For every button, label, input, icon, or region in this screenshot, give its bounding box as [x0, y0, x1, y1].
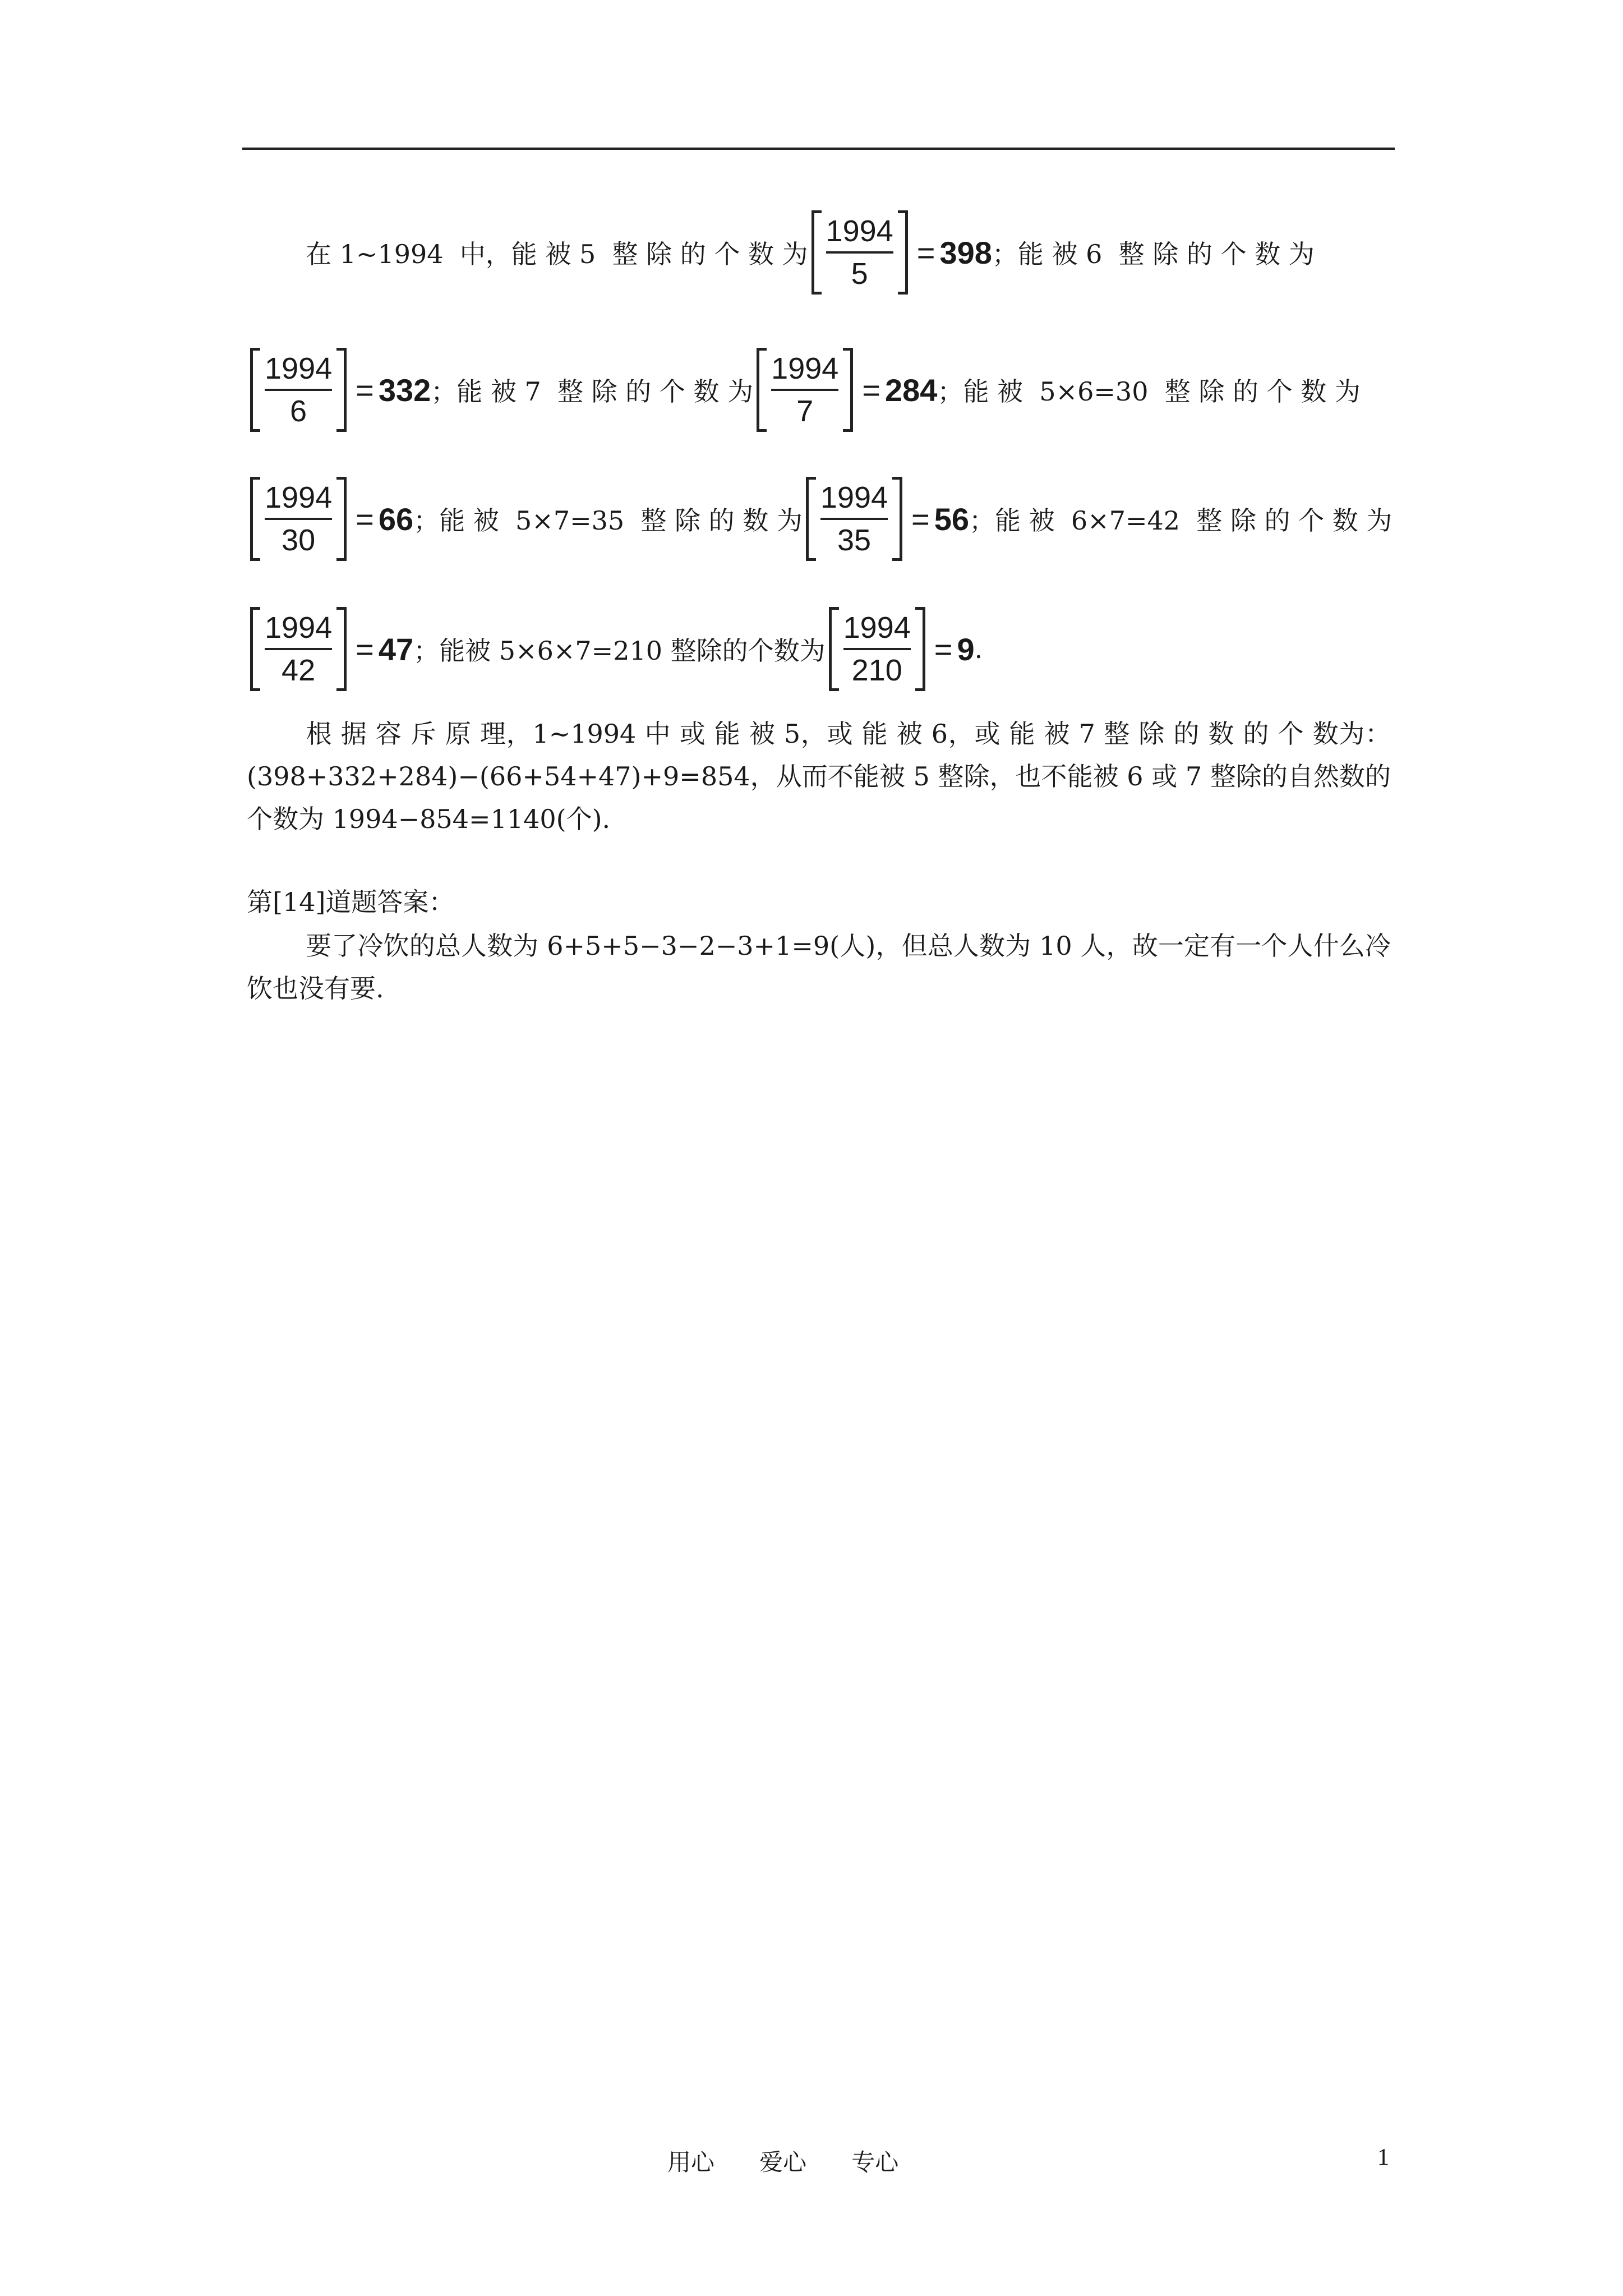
header-rule — [242, 148, 1395, 150]
fraction-bar — [265, 518, 332, 520]
result: 66 — [378, 501, 414, 537]
equation-line-1 — [247, 210, 1391, 295]
numerator: 1994 — [265, 611, 333, 645]
fraction — [816, 477, 892, 561]
numerator: 1994 — [265, 481, 333, 514]
equals-sign: = — [356, 501, 374, 537]
right-bracket — [892, 477, 902, 561]
numerator: 1994 — [771, 352, 839, 385]
denominator: 7 — [796, 394, 814, 428]
numerator: 1994 — [820, 481, 888, 514]
fraction-bar — [265, 389, 332, 391]
fraction — [839, 607, 915, 691]
page-number: 1 — [1377, 2145, 1389, 2170]
question-14-answer — [247, 924, 1391, 1010]
page-footer — [0, 2144, 1623, 2178]
fraction — [260, 477, 336, 561]
line4-text-1: ；能被 5×6×7=210 整除的个数为 — [413, 636, 826, 666]
left-bracket — [250, 348, 260, 432]
equals-sign: = — [934, 631, 953, 667]
fraction — [260, 607, 336, 691]
equation-line-2 — [247, 348, 1391, 432]
fraction-bar — [265, 648, 332, 650]
denominator: 5 — [851, 257, 868, 291]
right-bracket — [898, 210, 908, 295]
floor-fraction-1994-5 — [811, 210, 908, 295]
denominator: 6 — [290, 394, 307, 428]
equation-line-3 — [247, 477, 1391, 561]
right-bracket — [915, 607, 925, 691]
floor-fraction-1994-210 — [829, 607, 925, 691]
fraction-bar — [826, 251, 893, 254]
line2-text-1: ；能 被 7 整 除 的 个 数 为 — [431, 376, 754, 407]
line1-text-2: ；能 被 6 整 除 的 个 数 为 — [992, 239, 1315, 269]
line4-text-2: . — [974, 634, 983, 664]
line3-text-1: ；能 被 5×7=35 整 除 的 数 为 — [413, 505, 803, 536]
denominator: 30 — [282, 523, 316, 557]
floor-fraction-1994-7 — [757, 348, 853, 432]
denominator: 210 — [851, 654, 902, 687]
equals-sign: = — [356, 631, 374, 667]
line3-text-2: ；能 被 6×7=42 整 除 的 个 数 为 — [969, 505, 1393, 536]
numerator: 1994 — [843, 611, 911, 645]
left-bracket — [250, 607, 260, 691]
fraction — [767, 348, 843, 432]
floor-fraction-1994-42 — [250, 607, 347, 691]
denominator: 35 — [837, 523, 872, 557]
fraction — [260, 348, 336, 432]
equals-sign: = — [862, 372, 880, 408]
floor-fraction-1994-30 — [250, 477, 347, 561]
conclusion-paragraph — [247, 712, 1391, 840]
question-14-answer-text: 要了冷饮的总人数为 6+5+5−3−2−3+1=9(人)，但总人数为 10 人，故一定有一个人什么冷饮也没有要. — [247, 931, 1391, 1004]
result: 9 — [957, 631, 975, 667]
right-bracket — [843, 348, 853, 432]
result: 56 — [934, 501, 970, 537]
fraction — [822, 210, 898, 295]
result: 47 — [378, 631, 414, 667]
right-bracket — [336, 607, 347, 691]
left-bracket — [806, 477, 816, 561]
numerator: 1994 — [265, 352, 333, 385]
line1-text-1: 在 1~1994 中，能 被 5 整 除 的 个 数 为 — [306, 239, 808, 269]
line2-text-2: ；能 被 5×6=30 整 除 的 个 数 为 — [937, 376, 1361, 407]
result: 398 — [939, 234, 992, 270]
result: 332 — [378, 372, 431, 408]
footer-motto: 用心 爱心 专心 — [667, 2148, 899, 2176]
equals-sign: = — [356, 372, 374, 408]
equals-sign: = — [911, 501, 930, 537]
question-14-title — [247, 881, 1391, 923]
result: 284 — [885, 372, 938, 408]
floor-fraction-1994-6 — [250, 348, 347, 432]
conclusion-text: 根 据 容 斥 原 理，1~1994 中 或 能 被 5，或 能 被 6，或 能 被 7 整 除 的 数 的 个 数为：(398+332+284)−(66+54+47)+9=854，从而不能被 5 整除，也不能被 6 或 7 整除的自然数的个数为 1994−854=1140(个). — [247, 719, 1391, 834]
question-14-title-text: 第[14]道题答案： — [247, 887, 455, 917]
denominator: 42 — [282, 654, 316, 687]
right-bracket — [336, 477, 347, 561]
left-bracket — [829, 607, 839, 691]
left-bracket — [811, 210, 822, 295]
left-bracket — [250, 477, 260, 561]
fraction-bar — [771, 389, 838, 391]
fraction-bar — [843, 648, 911, 650]
left-bracket — [757, 348, 767, 432]
floor-fraction-1994-35 — [806, 477, 902, 561]
fraction-bar — [820, 518, 888, 520]
numerator: 1994 — [826, 214, 893, 248]
right-bracket — [336, 348, 347, 432]
equals-sign: = — [916, 234, 935, 270]
equation-line-4 — [247, 607, 1391, 691]
